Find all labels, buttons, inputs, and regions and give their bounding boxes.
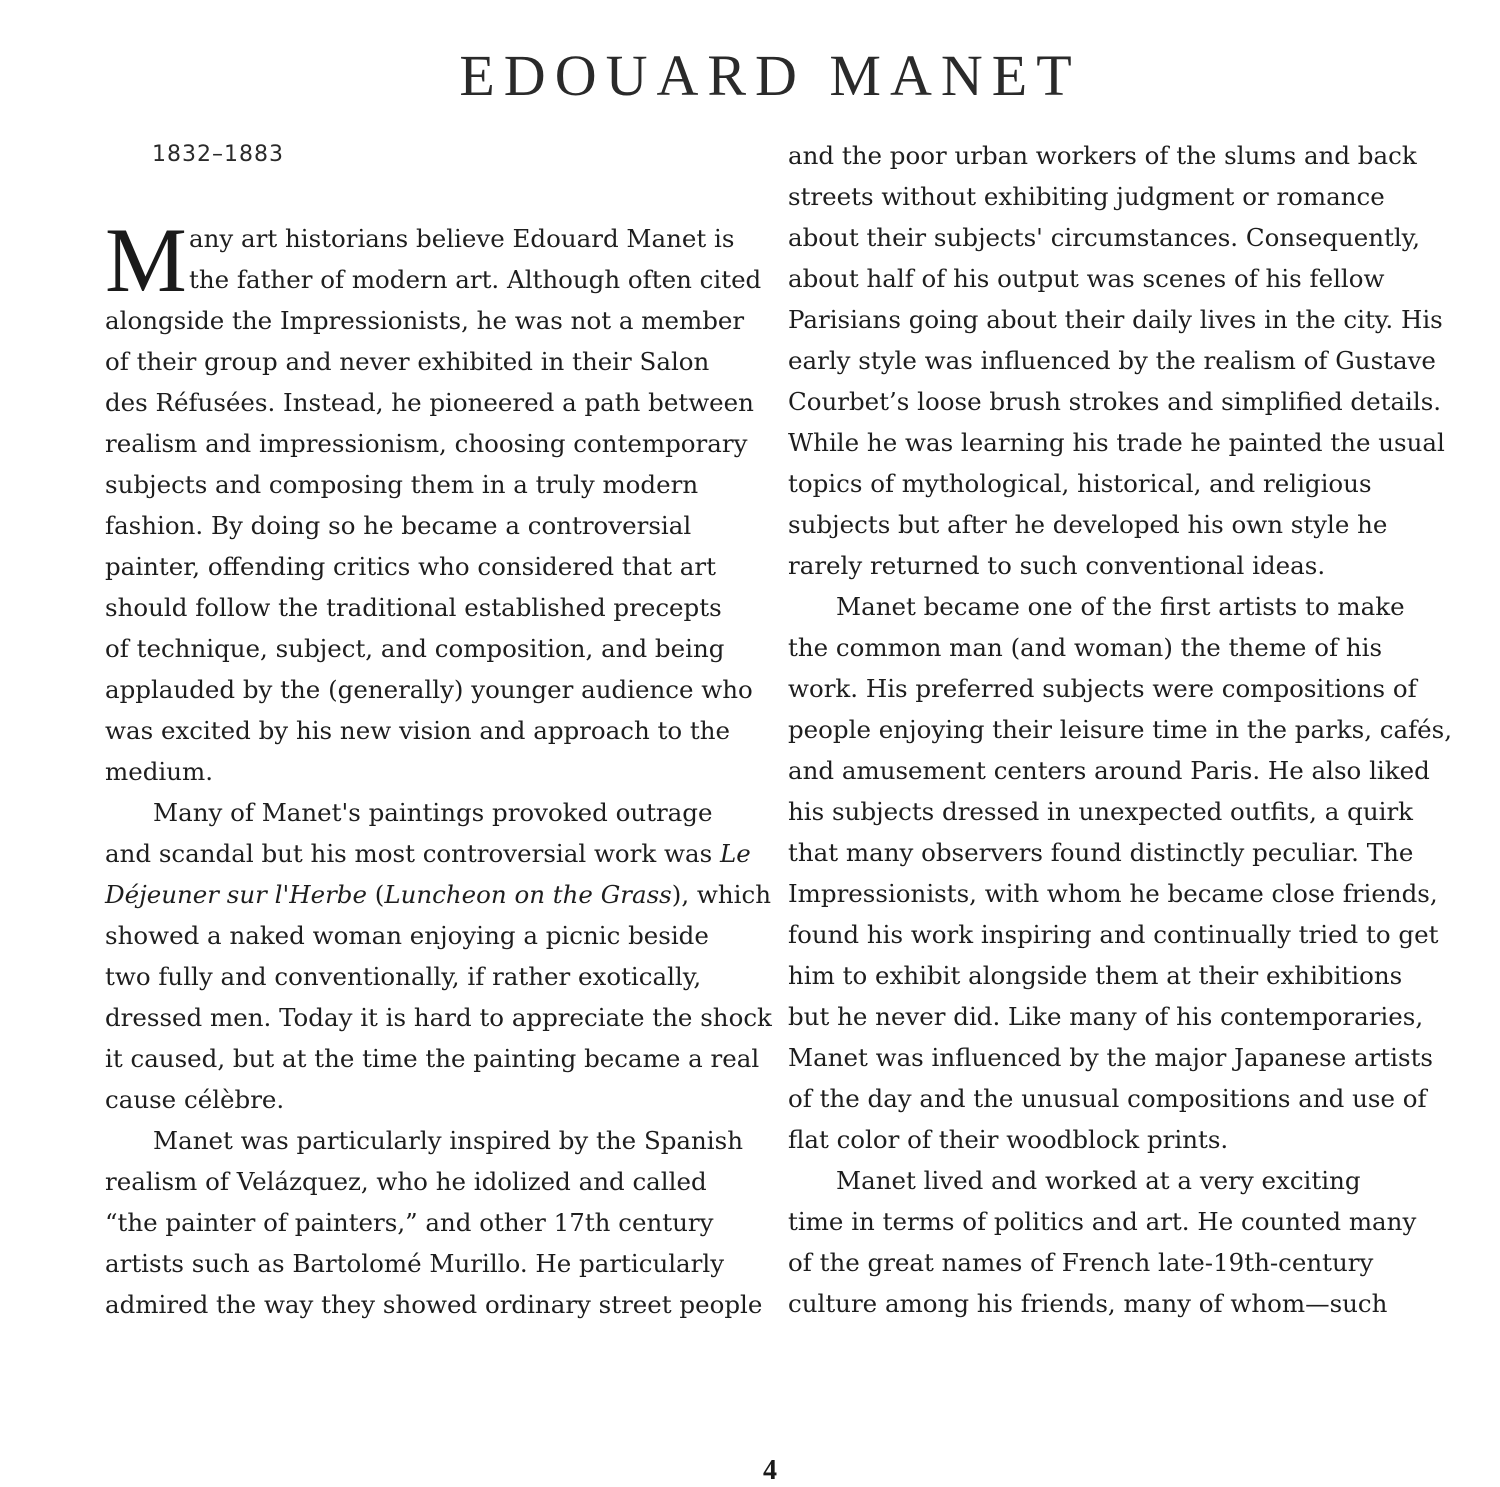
page-number: 4 — [763, 1455, 777, 1486]
line-text: ), which — [671, 880, 771, 909]
line-text: and scandal but his most controversial work was — [105, 839, 720, 868]
artwork-title-italic: Déjeuner sur l'Herbe — [105, 880, 367, 909]
text-line: time in terms of politics and art. He counted many — [788, 1207, 1417, 1236]
text-line: the common man (and woman) the theme of his — [788, 633, 1383, 662]
text-line: was excited by his new vision and approach to the — [105, 716, 731, 745]
text-line: Manet was particularly inspired by the Spanish — [153, 1126, 743, 1155]
text-line: work. His preferred subjects were compositions of — [788, 674, 1417, 703]
text-line: about their subjects' circumstances. Consequently, — [788, 223, 1421, 252]
text-line: should follow the traditional established precepts — [105, 593, 722, 622]
text-line: des Réfusées. Instead, he pioneered a path between — [105, 388, 754, 417]
text-line: medium. — [105, 757, 214, 786]
text-line: dressed men. Today it is hard to appreciate the shock — [105, 1003, 772, 1032]
text-line: him to exhibit alongside them at their exhibitions — [788, 961, 1403, 990]
text-line: found his work inspiring and continually tried to get — [788, 920, 1439, 949]
line-text: any art historians believe Edouard Manet is — [189, 224, 735, 253]
text-line: Manet was influenced by the major Japanese artists — [788, 1043, 1434, 1072]
text-line — [105, 833, 765, 874]
text-line: topics of mythological, historical, and religious — [788, 469, 1372, 498]
artwork-title-italic: Le — [719, 839, 751, 868]
text-line: rarely returned to such conventional ideas. — [788, 551, 1326, 580]
text-line: Many of Manet's paintings provoked outrage — [153, 798, 713, 827]
text-line: two fully and conventionally, if rather exotically, — [105, 962, 702, 991]
text-line: fashion. By doing so he became a controversial — [105, 511, 692, 540]
text-line: artists such as Bartolomé Murillo. He particularly — [105, 1249, 725, 1278]
text-line: of the day and the unusual compositions and use of — [788, 1084, 1427, 1113]
text-line: While he was learning his trade he painted the usual — [788, 428, 1445, 457]
text-line: but he never did. Like many of his contemporaries, — [788, 1002, 1424, 1031]
right-column — [788, 135, 1453, 1324]
text-line: applauded by the (generally) younger audience who — [105, 675, 753, 704]
text-line: streets without exhibiting judgment or romance — [788, 182, 1385, 211]
text-line: alongside the Impressionists, he was not a member — [105, 306, 745, 335]
text-line: of technique, subject, and composition, and being — [105, 634, 725, 663]
text-line: and the poor urban workers of the slums and back — [788, 141, 1417, 170]
text-line: realism of Velázquez, who he idolized and called — [105, 1167, 707, 1196]
text-line: his subjects dressed in unexpected outfits, a quirk — [788, 797, 1414, 826]
text-line: and amusement centers around Paris. He also liked — [788, 756, 1430, 785]
text-line: early style was influenced by the realism of Gustave — [788, 346, 1436, 375]
artwork-title-italic: Luncheon on the Grass — [384, 880, 672, 909]
drop-cap: M — [105, 209, 187, 311]
life-dates: 1832–1883 — [152, 142, 284, 167]
text-line: Parisians going about their daily lives in the city. His — [788, 305, 1443, 334]
text-line: subjects but after he developed his own style he — [788, 510, 1388, 539]
text-line: culture among his friends, many of whom—such — [788, 1289, 1388, 1318]
text-line: Manet lived and worked at a very exciting — [836, 1166, 1361, 1195]
text-line: people enjoying their leisure time in the parks, cafés, — [788, 715, 1453, 744]
text-line: flat color of their woodblock prints. — [788, 1125, 1229, 1154]
text-line: painter, offending critics who considered that art — [105, 552, 716, 581]
text-line — [105, 259, 765, 300]
text-line: about half of his output was scenes of his fellow — [788, 264, 1385, 293]
text-line: admired the way they showed ordinary street people — [105, 1290, 763, 1319]
line-text: ( — [366, 880, 385, 909]
text-line: of their group and never exhibited in their Salon — [105, 347, 710, 376]
page-title: EDOUARD MANET — [459, 43, 1081, 108]
text-line: cause célèbre. — [105, 1085, 285, 1114]
text-line: “the painter of painters,” and other 17th century — [105, 1208, 714, 1237]
text-line: Impressionists, with whom he became close friends, — [788, 879, 1438, 908]
text-line: showed a naked woman enjoying a picnic beside — [105, 921, 709, 950]
text-line: Courbet’s loose brush strokes and simplified details. — [788, 387, 1442, 416]
text-line: realism and impressionism, choosing contemporary — [105, 429, 748, 458]
text-line: Manet became one of the first artists to make — [836, 592, 1405, 621]
line-text: the father of modern art. Although often cited — [189, 265, 762, 294]
left-column — [105, 209, 772, 1325]
text-line: subjects and composing them in a truly modern — [105, 470, 699, 499]
text-line: that many observers found distinctly peculiar. The — [788, 838, 1414, 867]
text-line — [105, 874, 771, 915]
text-line: it caused, but at the time the painting became a real — [105, 1044, 760, 1073]
text-line: of the great names of French late-19th-century — [788, 1248, 1374, 1277]
